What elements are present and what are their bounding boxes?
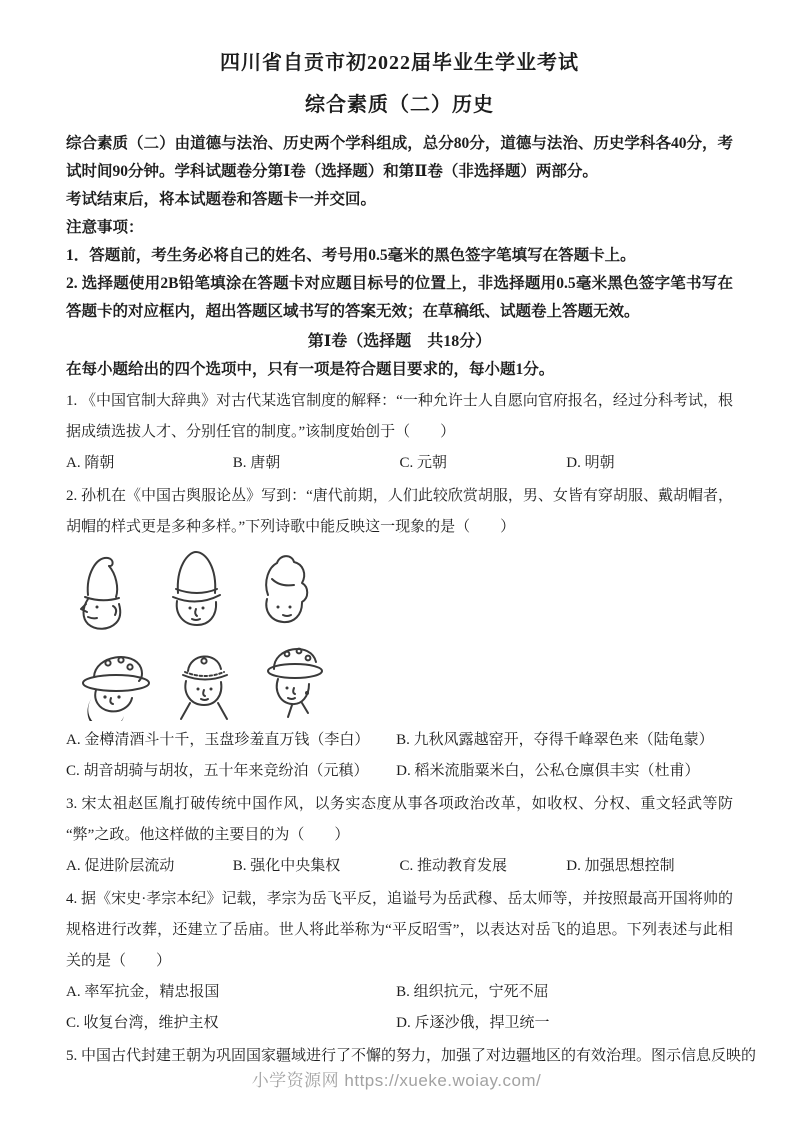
question-4-text: 4. 据《宋史·孝宗本纪》记载，孝宗为岳飞平反，追谥号为岳武穆、岳太师等，并按照最高开国将帅的规格进行改葬，还建立了岳庙。世人将此举称为“平反昭雪”，以表达对岳飞的追思。下列表述与此相关的是（ ） [66, 891, 733, 969]
question-2-option-b: B. 九秋风露越窑开，夺得千峰翠色来（陆龟蒙） [396, 732, 714, 748]
notice-item-1: 1．答题前，考生务必将自己的姓名、考号用0.5毫米的黑色签字笔填写在答题卡上。 [66, 247, 636, 264]
question-2-option-c: C. 胡音胡骑与胡妆，五十年来竞纷泊（元稹） [66, 763, 369, 779]
page-subtitle: 综合素质（二）历史 [305, 94, 494, 116]
hat-figure-2 [173, 552, 220, 625]
page-title: 四川省自贡市初2022届毕业生学业考试 [220, 52, 579, 74]
question-1-text: 1. 《中国官制大辞典》对古代某选官制度的解释：“一种允许士人自愿向官府报名，经过分科考试，根据成绩选拔人才、分别任官的制度。”该制度始创于（ ） [66, 393, 733, 440]
return-note: 考试结束后，将本试题卷和答题卡一并交回。 [66, 191, 377, 208]
question-1-option-a: A. 隋朝 [66, 455, 115, 471]
question-4-option-a: A. 率军抗金，精忠报国 [66, 984, 220, 1000]
hat-figure-4 [83, 657, 149, 721]
hat-figure-5 [181, 656, 227, 719]
hat-figure-3 [266, 556, 307, 622]
exam-intro-paragraph: 综合素质（二）由道德与法治、历史两个学科组成，总分80分，道德与法治、历史学科各40分，考试时间90分钟。学科试题卷分第Ⅰ卷（选择题）和第Ⅱ卷（非选择题）两部分。 [66, 135, 733, 180]
question-4-options-row-1 [66, 977, 733, 1008]
tang-hu-hats-illustration [72, 549, 733, 721]
question-4-option-b: B. 组织抗元，宁死不屈 [396, 984, 549, 1000]
question-1-options [66, 448, 733, 479]
section-1-heading: 第Ⅰ卷（选择题 共18分） [307, 333, 492, 350]
notice-heading: 注意事项： [66, 219, 144, 236]
question-4-option-c: C. 收复台湾，维护主权 [66, 1015, 219, 1031]
notice-item-2: 2. 选择题使用2B铅笔填涂在答题卡对应题目标号的位置上，非选择题用0.5毫米黑色签字笔书写在答题卡的对应框内，超出答题区域书写的答案无效；在草稿纸、试题卷上答题无效。 [66, 275, 733, 320]
question-5-text: 5. 中国古代封建王朝为巩固国家疆域进行了不懈的努力，加强了对边疆地区的有效治理。图示信息反映的 [66, 1048, 757, 1064]
question-3-options [66, 851, 733, 882]
question-3-option-a: A. 促进阶层流动 [66, 858, 175, 874]
question-3-text: 3. 宋太祖赵匡胤打破传统中国作风，以务实态度从事各项政治改革，如收权、分权、重文轻武等防“弊”之政。他这样做的主要目的为（ ） [66, 796, 733, 843]
question-1-option-b: B. 唐朝 [232, 455, 281, 471]
question-4-options-row-2 [66, 1008, 733, 1039]
hat-figure-1 [81, 558, 120, 629]
question-1-option-d: D. 明朝 [566, 455, 615, 471]
question-3-option-b: B. 强化中央集权 [232, 858, 341, 874]
watermark-footer: 小学资源网 https://xueke.woiay.com/ [251, 1071, 542, 1090]
question-2-option-a: A. 金樽清酒斗十千，玉盘珍羞直万钱（李白） [66, 732, 370, 748]
question-1-option-c: C. 元朝 [399, 455, 448, 471]
section-1-instruction: 在每小题给出的四个选项中，只有一项是符合题目要求的，每小题1分。 [66, 361, 555, 378]
question-2-options-row-1 [66, 725, 733, 756]
question-2-options-row-2 [66, 756, 733, 787]
question-2-text: 2. 孙机在《中国古舆服论丛》写到：“唐代前期，人们此较欣赏胡服，男、女皆有穿胡服、戴胡帽者，胡帽的样式更是多种多样。”下列诗歌中能反映这一现象的是（ ） [66, 488, 733, 535]
question-3-option-d: D. 加强思想控制 [566, 858, 675, 874]
question-3-option-c: C. 推动教育发展 [399, 858, 508, 874]
question-4-option-d: D. 斥逐沙俄，捍卫统一 [396, 1015, 550, 1031]
hat-figure-6 [268, 649, 322, 717]
question-2-option-d: D. 稻米流脂粟米白，公私仓廪俱丰实（杜甫） [396, 763, 700, 779]
